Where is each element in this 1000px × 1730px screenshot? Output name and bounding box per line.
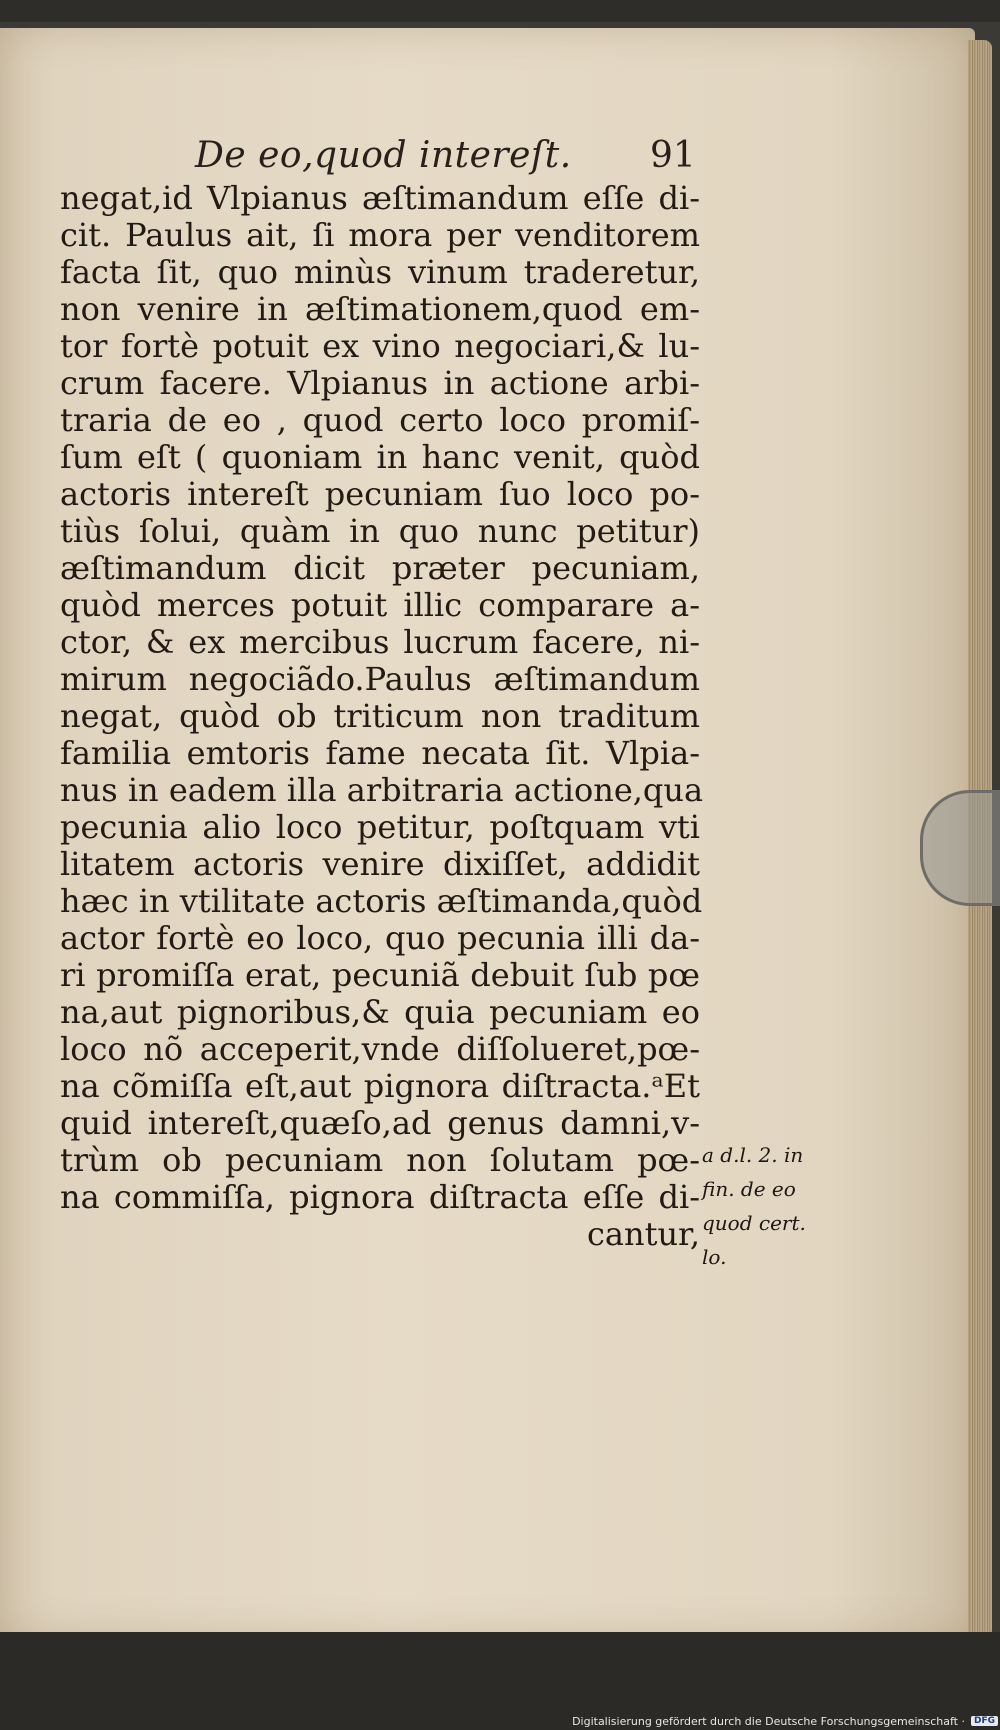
text-line: loco nõ acceperit,vnde diſſolueret,pœ-: [60, 1030, 700, 1068]
text-line: quòd merces potuit illic comparare a-: [60, 586, 700, 624]
text-line: crum facere. Vlpianus in actione arbi-: [60, 364, 700, 402]
text-line: nus in eadem illa arbitraria actione,qua: [60, 771, 704, 809]
marginal-note-line: a d.l. 2. in: [702, 1143, 804, 1167]
text-line: ctor, & ex mercibus lucrum facere, ni-: [60, 623, 700, 661]
text-line: cit. Paulus ait, ſi mora per venditorem: [60, 216, 700, 254]
dfg-logo: DFG: [971, 1716, 998, 1726]
text-line: tiùs ſolui, quàm in quo nunc petitur): [60, 512, 700, 550]
page-number: 91: [650, 135, 696, 176]
text-line: æſtimandum dicit præter pecuniam,: [60, 549, 700, 587]
text-line: negat,id Vlpianus æſtimandum eſſe di-: [60, 179, 700, 217]
marginal-note: [702, 1138, 852, 1274]
body-text: [60, 179, 704, 1253]
text-line: na cõmiſſa eſt,aut pignora diſtracta.ᵃEt: [60, 1067, 700, 1105]
text-line: hæc in vtilitate actoris æſtimanda,quòd: [60, 882, 703, 920]
text-line: mirum negociãdo.Paulus æſtimandum: [60, 660, 700, 698]
text-line: trùm ob pecuniam non ſolutam pœ-: [60, 1141, 700, 1179]
text-line: facta ſit, quo minùs vinum traderetur,: [60, 253, 700, 291]
text-line: litatem actoris venire dixiſſet, addidit: [60, 845, 700, 883]
funding-footer: [570, 1712, 1000, 1730]
marginal-note-line: quod cert.: [702, 1211, 806, 1235]
text-line: negat, quòd ob triticum non traditum: [60, 697, 700, 735]
text-line: ri promiſſa erat, pecuniã debuit ſub pœ: [60, 956, 700, 994]
bookmark-tab: [920, 790, 1000, 906]
marginal-note-line: lo.: [702, 1245, 727, 1269]
text-line: non venire in æſtimationem,quod em-: [60, 290, 700, 328]
text-line: tor fortè potuit ex vino negociari,& lu-: [60, 327, 700, 365]
text-line: quid intereſt,quæſo,ad genus damni,v-: [60, 1104, 700, 1142]
text-line: na commiſſa, pignora diſtracta eſſe di-: [60, 1178, 700, 1216]
scan-top-border: [0, 0, 1000, 22]
page-header: [195, 135, 695, 185]
text-line: na,aut pignoribus,& quia pecuniam eo: [60, 993, 700, 1031]
text-line: familia emtoris fame necata ſit. Vlpia-: [60, 734, 700, 772]
text-line: pecunia alio loco petitur, poſtquam vti: [60, 808, 700, 846]
text-line: actor fortè eo loco, quo pecunia illi da-: [60, 919, 700, 957]
catchword: cantur,: [586, 1215, 700, 1253]
text-line: actoris intereſt pecuniam ſuo loco po-: [60, 475, 700, 513]
text-line: traria de eo , quod certo loco promiſ-: [60, 401, 700, 439]
marginal-note-line: fin. de eo: [702, 1177, 796, 1201]
running-title: De eo,quod intereſt.: [195, 135, 572, 176]
text-line: ſum eſt ( quoniam in hanc venit, quòd: [60, 438, 700, 476]
footer-text: Digitalisierung gefördert durch die Deutsche Forschungsgemeinschaft ·: [572, 1714, 965, 1728]
